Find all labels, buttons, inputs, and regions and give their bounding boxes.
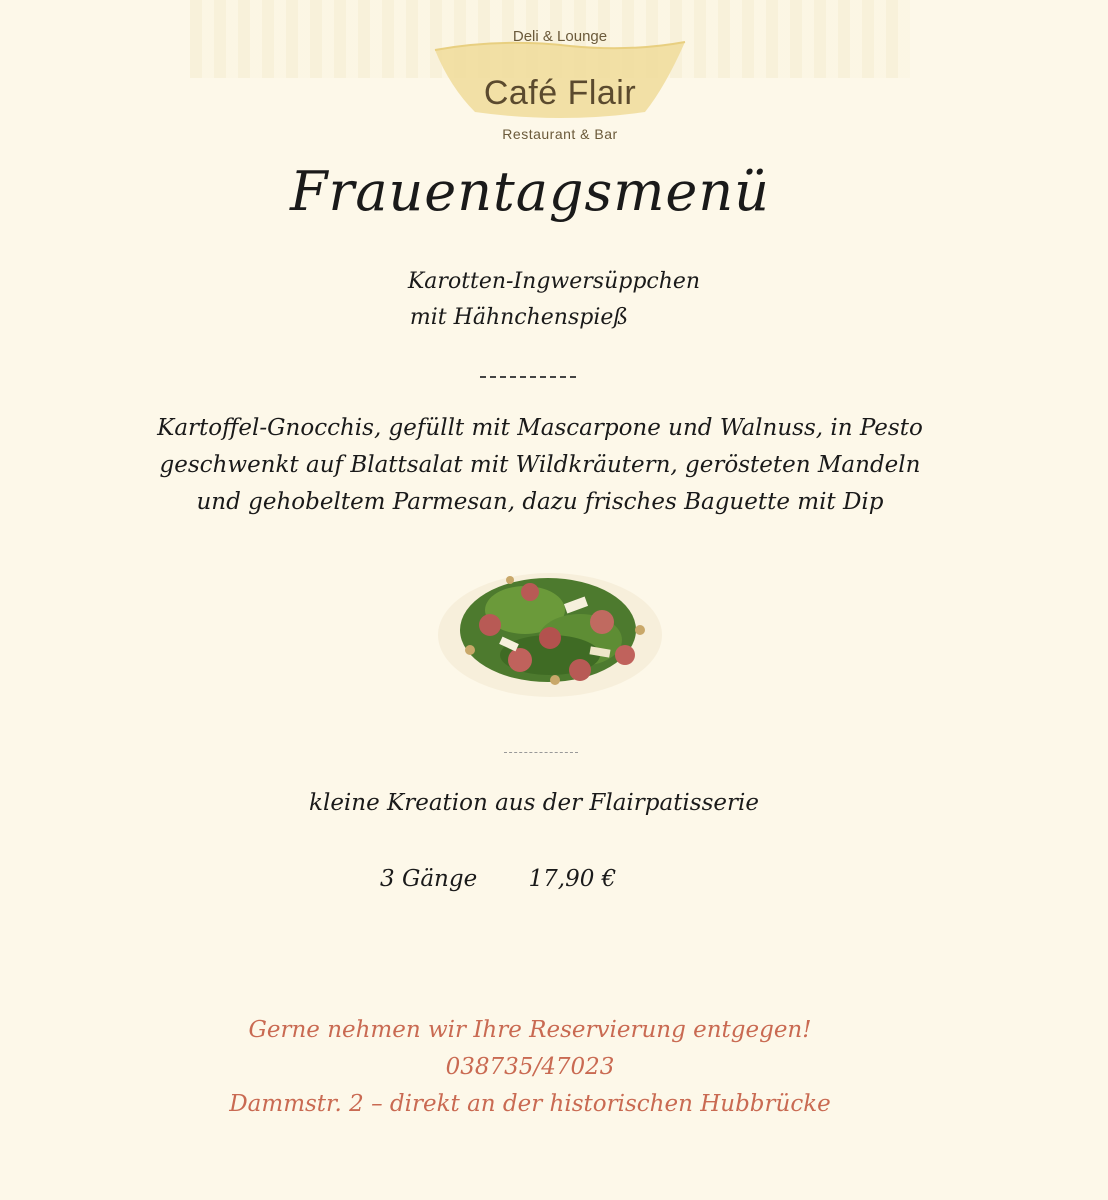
reservation-text: Gerne nehmen wir Ihre Reservierung entgegen! (248, 1017, 812, 1043)
main-line-1: Kartoffel-Gnocchis, gefüllt mit Mascarpone und Walnuss, in Pesto (157, 415, 923, 441)
cafe-logo (430, 22, 690, 152)
menu-title: Frauentagsmenü (290, 160, 770, 223)
price-line (380, 866, 616, 892)
course-separator (480, 376, 576, 378)
course-separator-2 (504, 752, 578, 753)
main-line-2: geschwenkt auf Blattsalat mit Wildkräutern, gerösteten Mandeln (159, 452, 921, 478)
reservation-info (0, 1012, 1060, 1123)
logo-name: Café Flair (483, 74, 637, 112)
address: Dammstr. 2 – direkt an der historischen Hubbrücke (229, 1091, 831, 1117)
starter-line-1: Karotten-Ingwersüppchen (407, 269, 701, 294)
main-line-3: und gehobeltem Parmesan, dazu frisches Baguette mit Dip (196, 489, 884, 515)
starter-line-2: mit Hähnchenspieß (409, 305, 629, 330)
menu-price: 17,90 € (528, 866, 617, 892)
course-main (60, 410, 1020, 521)
phone-number[interactable]: 038735/47023 (445, 1054, 615, 1080)
course-dessert: kleine Kreation aus der Flairpatisserie (309, 790, 759, 816)
salad-photo (430, 540, 670, 710)
courses-count: 3 Gänge (380, 866, 478, 892)
logo-tagline-bottom: Restaurant & Bar (502, 126, 618, 142)
logo-tagline-top: Deli & Lounge (512, 28, 608, 45)
course-starter (0, 264, 1108, 336)
